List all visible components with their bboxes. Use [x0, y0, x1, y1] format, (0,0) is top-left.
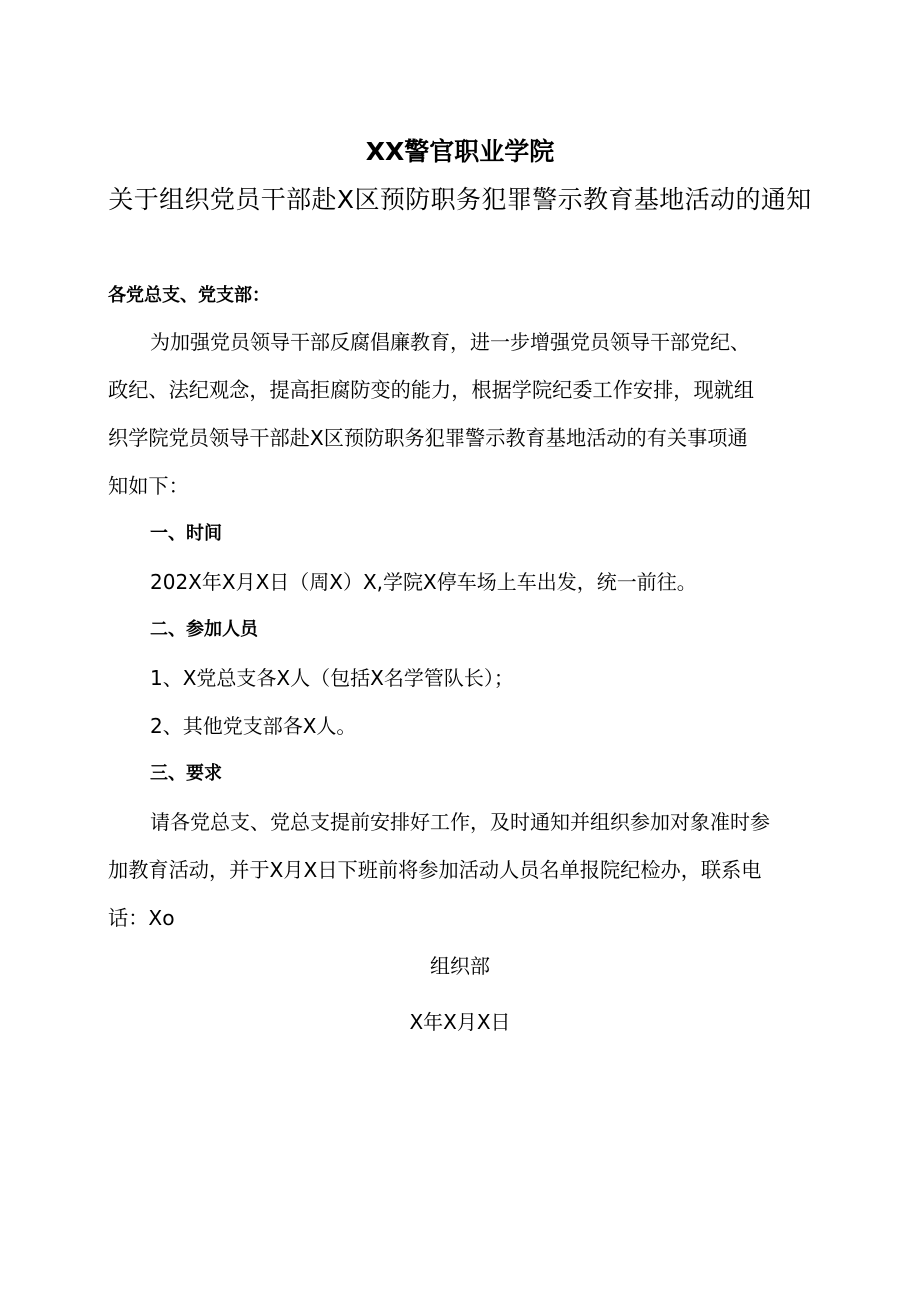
intro-line-1: 为加强党员领导干部反腐倡廉教育，进一步增强党员领导干部党纪、 [150, 330, 750, 354]
section-heading-requirements: 三、要求 [150, 763, 222, 784]
requirements-line-2: 加教育活动，并于X月X日下班前将参加活动人员名单报院纪检办，联系电 [108, 858, 762, 882]
document-title-subject: 关于组织党员干部赴X区预防职务犯罪警示教育基地活动的通知 [108, 185, 812, 214]
participants-item-2: 2、其他党支部各X人。 [150, 714, 357, 738]
section-time-content: 202X年X月X日（周X）X,学院X停车场上车出发，统一前往。 [150, 570, 697, 594]
requirements-line-1: 请各党总支、党总支提前安排好工作，及时通知并组织参加对象准时参 [150, 810, 770, 834]
requirements-line-3: 话：Xo [108, 906, 175, 930]
signature-organization: 组织部 [430, 954, 490, 978]
intro-line-2: 政纪、法纪观念，提高拒腐防变的能力，根据学院纪委工作安排，现就组 [108, 378, 755, 402]
intro-line-4: 知如下： [108, 474, 189, 498]
salutation: 各党总支、党支部： [108, 285, 270, 306]
section-heading-participants: 二、参加人员 [150, 619, 258, 640]
participants-item-1: 1、X党总支各X人（包括X名学管队长）； [150, 666, 514, 690]
intro-line-3: 织学院党员领导干部赴X区预防职务犯罪警示教育基地活动的有关事项通 [108, 426, 748, 450]
document-title-institution: XX警官职业学院 [365, 137, 555, 166]
signature-date: X年X月X日 [409, 1010, 511, 1034]
section-heading-time: 一、时间 [150, 523, 222, 544]
